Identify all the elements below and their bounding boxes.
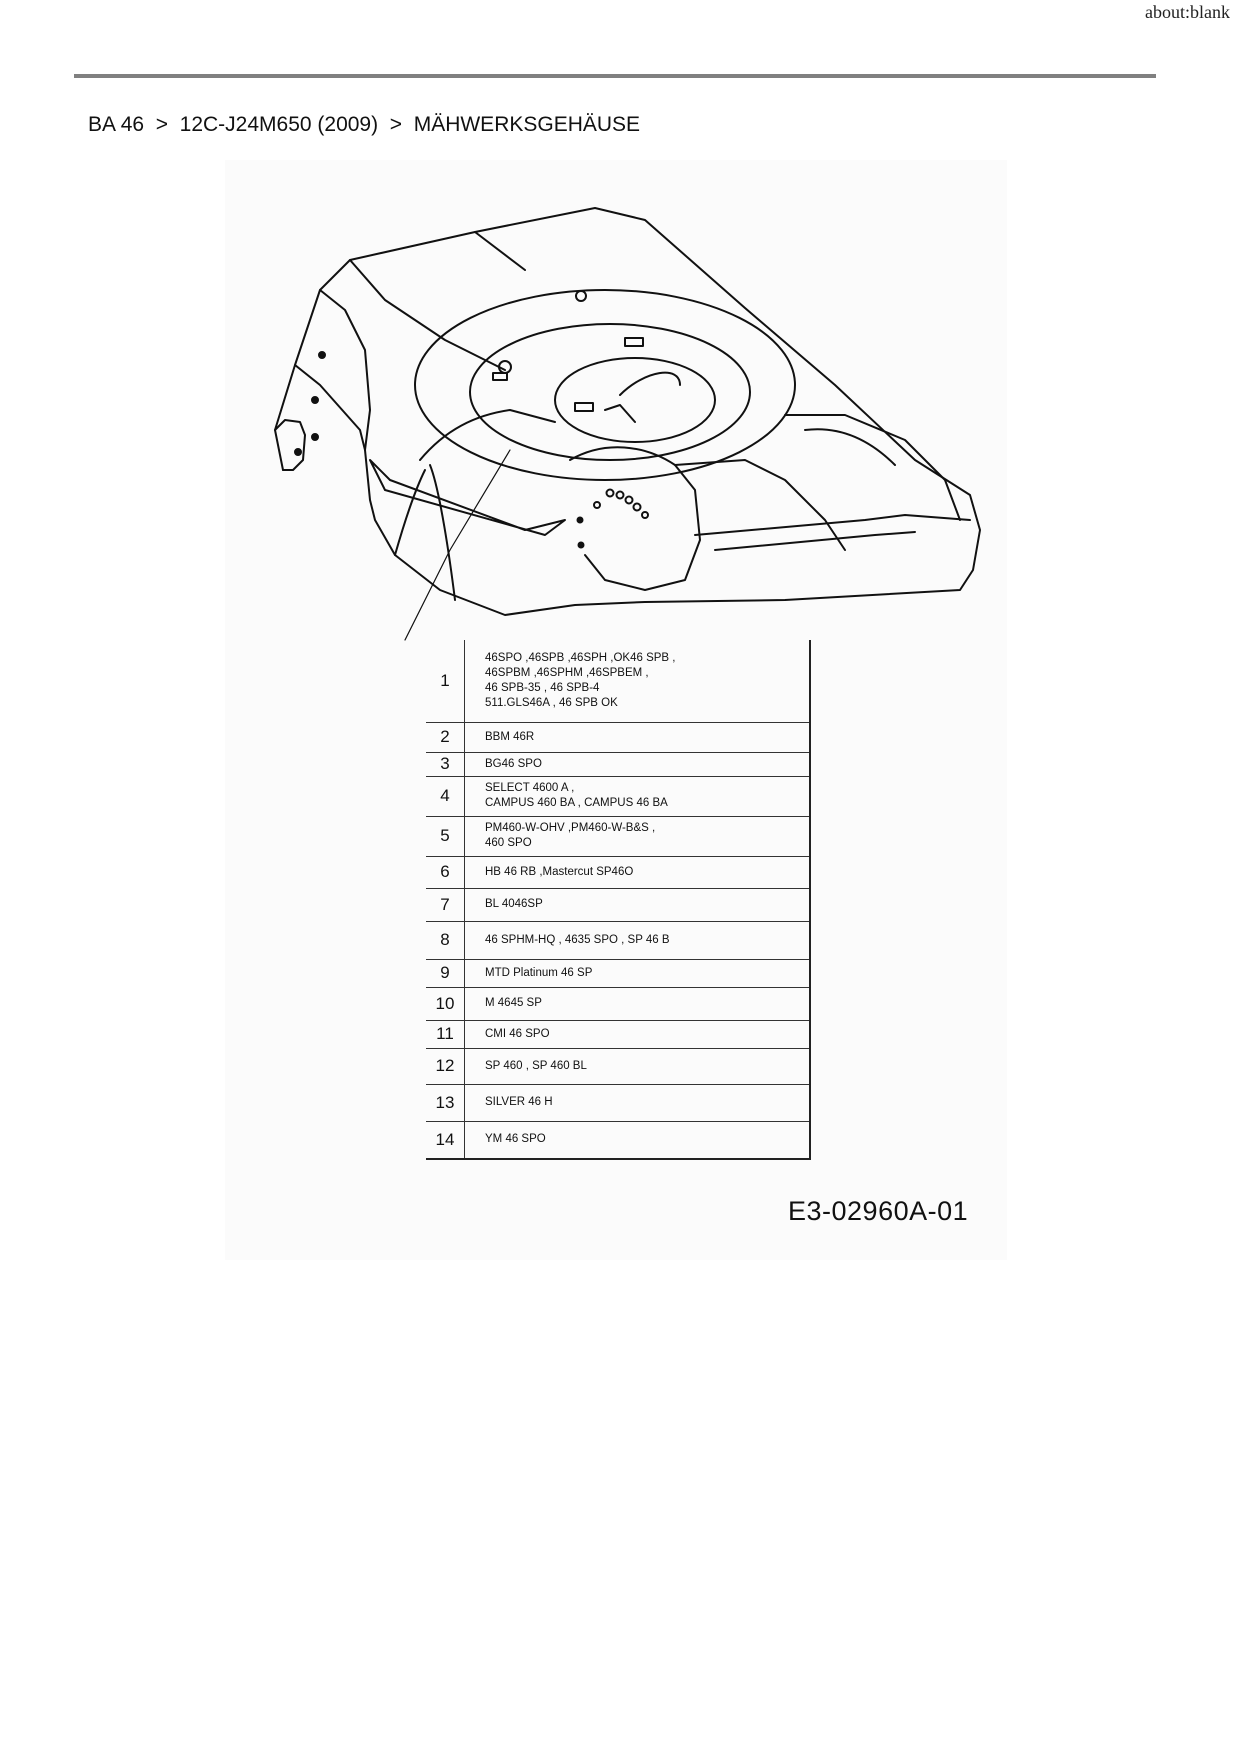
parts-row bbox=[426, 1084, 810, 1121]
part-models bbox=[465, 1084, 811, 1121]
breadcrumb: BA 46 > 12C-J24M650 (2009) > MÄHWERKSGEHÄUSE bbox=[88, 113, 641, 136]
model-line: 46SPBM ,46SPHM ,46SPBEM , bbox=[485, 666, 649, 679]
part-number: 8 bbox=[426, 921, 465, 959]
part-number: 3 bbox=[426, 752, 465, 776]
parts-row bbox=[426, 888, 810, 921]
parts-table bbox=[426, 640, 811, 1160]
part-models bbox=[465, 888, 811, 921]
model-line: BL 4046SP bbox=[485, 898, 543, 910]
part-number: 1 bbox=[426, 640, 465, 722]
parts-row bbox=[426, 816, 810, 856]
model-line: CMI 46 SPO bbox=[485, 1027, 550, 1040]
model-line: MTD Platinum 46 SP bbox=[485, 966, 593, 979]
part-number: 10 bbox=[426, 987, 465, 1020]
part-models bbox=[465, 1020, 811, 1048]
parts-row bbox=[426, 1020, 810, 1048]
model-line: SP 460 , SP 460 BL bbox=[485, 1059, 587, 1072]
parts-row bbox=[426, 752, 810, 776]
part-number: 11 bbox=[426, 1020, 465, 1048]
model-line: YM 46 SPO bbox=[485, 1133, 546, 1146]
browser-url: about:blank bbox=[1145, 2, 1230, 22]
model-line: CAMPUS 460 BA , CAMPUS 46 BA bbox=[485, 797, 668, 809]
part-models bbox=[465, 722, 811, 752]
part-models bbox=[465, 959, 811, 987]
model-line: HB 46 RB ,Mastercut SP46O bbox=[485, 865, 634, 878]
model-line: BBM 46R bbox=[485, 730, 535, 743]
part-number: 6 bbox=[426, 856, 465, 888]
model-line: BG46 SPO bbox=[485, 757, 542, 770]
parts-row bbox=[426, 921, 810, 959]
part-models bbox=[465, 856, 811, 888]
part-models bbox=[465, 921, 811, 959]
part-number: 2 bbox=[426, 722, 465, 752]
parts-row bbox=[426, 640, 810, 722]
part-models bbox=[465, 1048, 811, 1084]
drawing-id: E3-02960A-01 bbox=[788, 1196, 969, 1226]
header-rule bbox=[74, 74, 1156, 78]
parts-row bbox=[426, 1121, 810, 1159]
part-models bbox=[465, 987, 811, 1020]
part-models bbox=[465, 752, 811, 776]
model-line: 460 SPO bbox=[485, 837, 532, 849]
parts-row bbox=[426, 987, 810, 1020]
part-number: 5 bbox=[426, 816, 465, 856]
part-models bbox=[465, 776, 811, 816]
parts-row bbox=[426, 776, 810, 816]
model-line: SILVER 46 H bbox=[485, 1096, 553, 1108]
part-number: 4 bbox=[426, 776, 465, 816]
part-number: 7 bbox=[426, 888, 465, 921]
model-line: 46 SPB-35 , 46 SPB-4 bbox=[485, 681, 600, 694]
part-number: 9 bbox=[426, 959, 465, 987]
parts-row bbox=[426, 1048, 810, 1084]
parts-row bbox=[426, 959, 810, 987]
part-number: 12 bbox=[426, 1048, 465, 1084]
model-line: 511.GLS46A , 46 SPB OK bbox=[485, 696, 618, 709]
part-models bbox=[465, 640, 811, 722]
part-models bbox=[465, 1121, 811, 1159]
model-line: SELECT 4600 A , bbox=[485, 782, 575, 794]
part-number: 13 bbox=[426, 1084, 465, 1121]
model-line: 46SPO ,46SPB ,46SPH ,OK46 SPB , bbox=[485, 651, 676, 664]
model-line: 46 SPHM-HQ , 4635 SPO , SP 46 B bbox=[485, 933, 670, 946]
model-line: PM460-W-OHV ,PM460-W-B&S , bbox=[485, 822, 656, 834]
part-models bbox=[465, 816, 811, 856]
part-number: 14 bbox=[426, 1121, 465, 1159]
model-line: M 4645 SP bbox=[485, 997, 542, 1009]
parts-row bbox=[426, 722, 810, 752]
parts-row bbox=[426, 856, 810, 888]
